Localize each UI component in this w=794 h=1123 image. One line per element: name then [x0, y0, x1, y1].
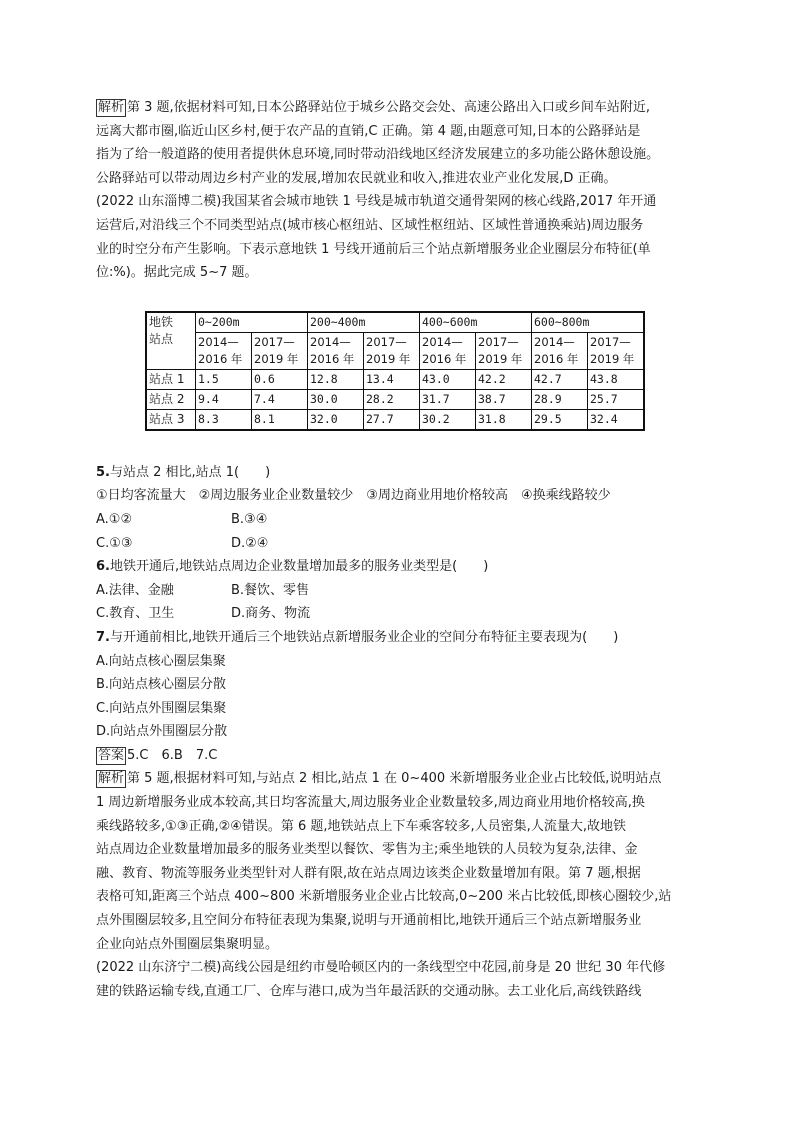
option-c[interactable]: C.向站点外围圈层集聚 [96, 700, 227, 716]
material-intro-next [96, 956, 716, 1003]
question-6: 6.地铁开通后,地铁站点周边企业数量增加最多的服务业类型是( ) [96, 559, 489, 575]
question-6-options-row [96, 602, 716, 626]
analysis-line: 企业向站点外围圈层集聚明显。 [96, 936, 279, 952]
intro-line: 业的时空分布产生影响。下表示意地铁 1 号线开通前后三个站点新增服务业企业圈层分布特征(单 [96, 241, 651, 257]
option-b[interactable]: B.向站点核心圈层分散 [96, 677, 227, 693]
station-label: 站点 2 [146, 389, 196, 409]
option-a[interactable]: A.向站点核心圈层集聚 [96, 653, 226, 669]
table-cell: 42.7 [532, 369, 588, 389]
option-d[interactable]: D.商务、物流 [231, 606, 311, 622]
table-cell: 31.8 [476, 409, 532, 430]
table-cell: 43.0 [420, 369, 476, 389]
period-header-row [146, 332, 644, 369]
range-header: 0~200m [196, 312, 308, 333]
intro-line: (2022 山东济宁二模)高线公园是纽约市曼哈顿区内的一条线型空中花园,前身是 20 世纪 30 年代修 [96, 960, 666, 976]
period-header: 2014— 2016 年 [532, 332, 588, 369]
table-cell: 43.8 [588, 369, 645, 389]
analysis-line: 解析 第 3 题,依据材料可知,日本公路驿站位于城乡公路交会处、高速公路出入口或乡间车站附近, [98, 100, 650, 115]
table-cell: 30.2 [420, 409, 476, 430]
table-row [146, 369, 644, 389]
analysis-line: 远离大都市圈,临近山区乡村,便于农产品的直销,C 正确。第 4 题,由题意可知,日本的公路驿站是 [96, 123, 641, 139]
analysis-line: 解析 第 5 题,根据材料可知,与站点 2 相比,站点 1 在 0~400 米新增服务业企业占比较低,说明站点 [98, 771, 662, 787]
table-cell: 7.4 [252, 389, 308, 409]
table-cell: 29.5 [532, 409, 588, 430]
analysis-line: 1 周边新增服务业成本较高,其日均客流量大,周边服务业企业数量较多,周边商业用地价格较高,换 [96, 795, 645, 811]
table-cell: 1.5 [196, 369, 252, 389]
analysis-line: 融、教育、物流等服务业类型针对人群有限,故在站点周边该类企业数量增加有限。第 7 题,根据 [96, 865, 641, 881]
table-cell: 27.7 [364, 409, 420, 430]
table-cell: 38.7 [476, 389, 532, 409]
option-b[interactable]: B.餐饮、零售 [231, 582, 310, 598]
intro-line: 位:%)。据此完成 5~7 题。 [96, 265, 258, 281]
analysis-line: 站点周边企业数量增加最多的服务业类型以餐饮、零售为主;乘坐地铁的人员较为复杂,法律、金 [96, 842, 638, 858]
table-cell: 0.6 [252, 369, 308, 389]
question-7: 7.与开通前相比,地铁开通后三个地铁站点新增服务业企业的空间分布特征主要表现为( ) [96, 629, 619, 645]
option-c[interactable]: C.教育、卫生 [96, 606, 175, 622]
question-5-options-row [96, 508, 716, 532]
analysis-line: 表格可知,距离三个站点 400~800 米新增服务业企业占比较高,0~200 米占比较低,即核心圈较少,站 [96, 889, 672, 905]
table-cell: 28.9 [532, 389, 588, 409]
question-5: 5.与站点 2 相比,站点 1( ) [96, 464, 271, 480]
period-header: 2017— 2019 年 [364, 332, 420, 369]
range-header: 600~800m [532, 312, 645, 333]
analysis-line: 指为了给一般道路的使用者提供休息环境,同时带动沿线地区经济发展建立的多功能公路休憩设施。 [96, 147, 660, 163]
range-header: 400~600m [420, 312, 532, 333]
page [96, 96, 716, 1003]
option-c[interactable]: C.①③ [96, 535, 133, 551]
analysis-q5-7 [96, 767, 716, 956]
period-header: 2017— 2019 年 [252, 332, 308, 369]
table-cell: 9.4 [196, 389, 252, 409]
period-header: 2014— 2016 年 [308, 332, 364, 369]
station-distribution-table [145, 311, 645, 431]
table-cell: 25.7 [588, 389, 645, 409]
table-cell: 28.2 [364, 389, 420, 409]
analysis-tag: 解析 [98, 100, 125, 115]
analysis-line: 公路驿站可以带动周边乡村产业的发展,增加农民就业和收入,推进农业产业化发展,D 正确。 [96, 170, 617, 186]
intro-line: 运营后,对沿线三个不同类型站点(城市核心枢纽站、区域性枢纽站、区域性普通换乘站)周边服务 [96, 217, 644, 233]
table-cell: 13.4 [364, 369, 420, 389]
table-cell: 42.2 [476, 369, 532, 389]
question-5-statements: ①日均客流量大 ②周边服务业企业数量较少 ③周边商业用地价格较高 ④换乘线路较少 [96, 488, 611, 504]
analysis-q3-4 [96, 96, 716, 190]
period-header: 2014— 2016 年 [196, 332, 252, 369]
option-d[interactable]: D.②④ [231, 535, 269, 551]
answer-tag: 答案 [98, 747, 125, 763]
table-cell: 30.0 [308, 389, 364, 409]
analysis-tag: 解析 [98, 771, 125, 787]
table-cell: 12.8 [308, 369, 364, 389]
table-row [146, 389, 644, 409]
table-row [146, 409, 644, 430]
period-header: 2017— 2019 年 [476, 332, 532, 369]
period-header: 2014— 2016 年 [420, 332, 476, 369]
station-table-wrapper [145, 311, 716, 431]
table-cell: 8.3 [196, 409, 252, 430]
question-5-options-row [96, 532, 716, 556]
option-d[interactable]: D.向站点外围圈层分散 [96, 724, 228, 740]
table-cell: 31.7 [420, 389, 476, 409]
material-intro-q5-7 [96, 190, 716, 284]
option-a[interactable]: A.①② [96, 511, 133, 527]
questions [96, 461, 716, 1004]
analysis-line: 点外围圈层较多,且空间分布特征表现为集聚,说明与开通前相比,地铁开通后三个站点新增服务业 [96, 913, 642, 929]
intro-line: 建的铁路运输专线,直通工厂、仓库与港口,成为当年最活跃的交通动脉。去工业化后,高线铁路线 [96, 983, 642, 999]
answer-line: 答案 5.C 6.B 7.C [98, 747, 218, 763]
option-a[interactable]: A.法律、金融 [96, 582, 174, 598]
intro-line: (2022 山东淄博二模)我国某省会城市地铁 1 号线是城市轨道交通骨架网的核心线路,2017 年开通 [96, 194, 657, 210]
station-label: 站点 3 [146, 409, 196, 430]
question-6-options-row [96, 579, 716, 603]
table-cell: 8.1 [252, 409, 308, 430]
table-cell: 32.4 [588, 409, 645, 430]
analysis-line: 乘线路较多,①③正确,②④错误。第 6 题,地铁站点上下车乘客较多,人员密集,人流量大,故地铁 [96, 818, 626, 834]
table-corner-header: 地铁 站点 [146, 312, 196, 370]
station-label: 站点 1 [146, 369, 196, 389]
table-cell: 32.0 [308, 409, 364, 430]
option-b[interactable]: B.③④ [231, 511, 268, 527]
period-header: 2017— 2019 年 [588, 332, 645, 369]
range-header: 200~400m [308, 312, 420, 333]
